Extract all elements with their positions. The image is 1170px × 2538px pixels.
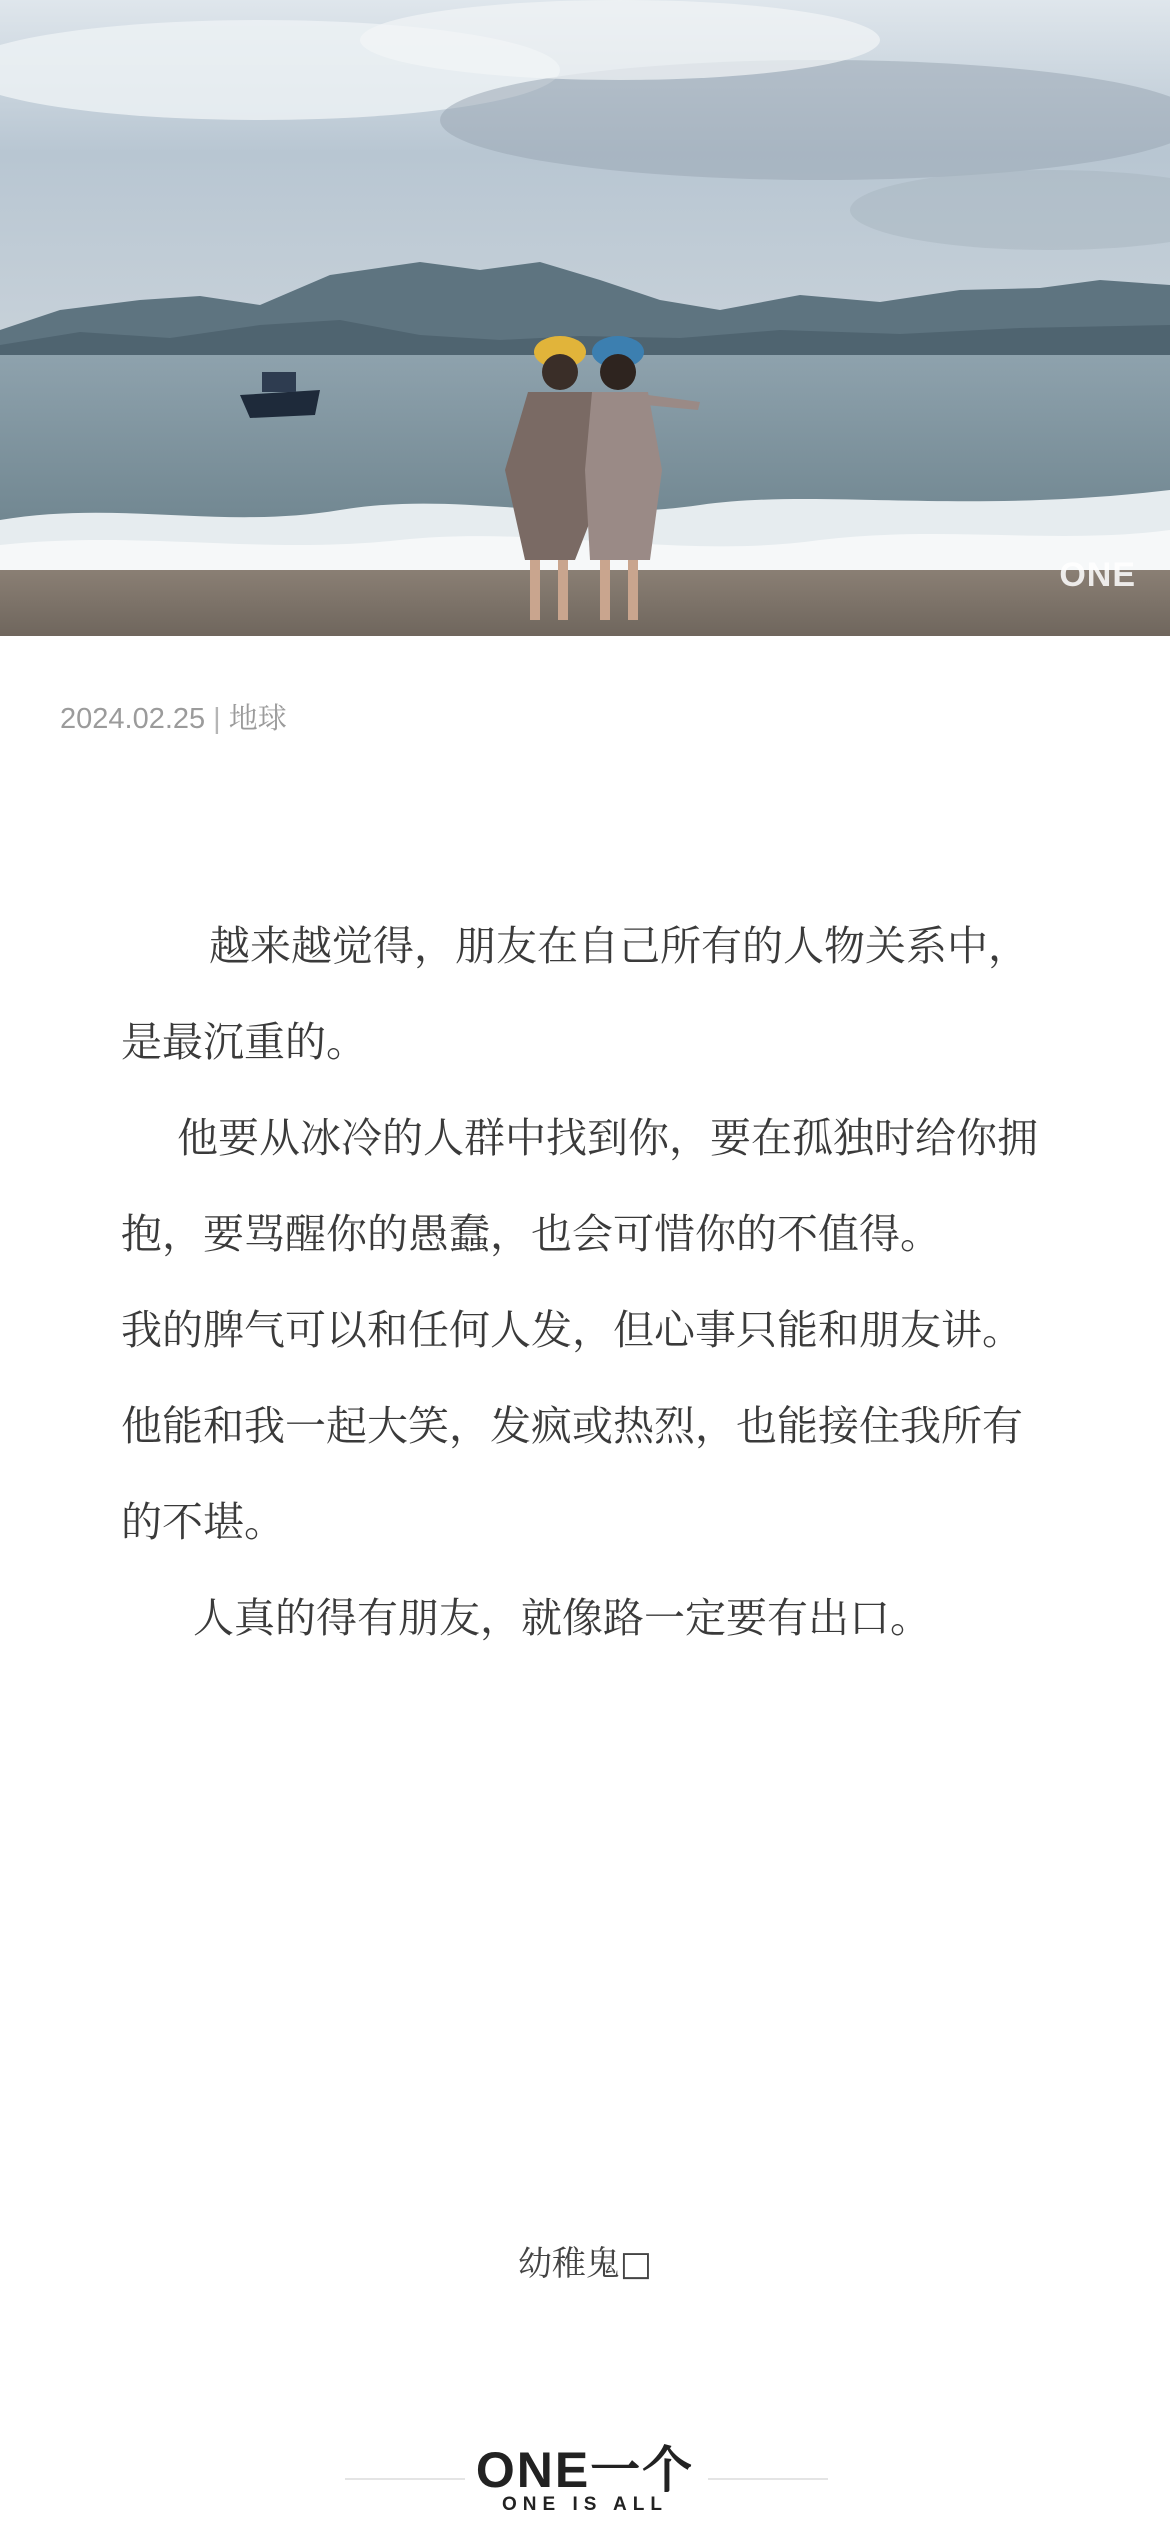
beach-scene [0, 0, 1170, 636]
brand-tagline: ONE IS ALL [502, 2494, 668, 2515]
author-name: 幼稚鬼□ [517, 2244, 653, 2284]
article-body [121, 898, 1041, 1666]
article-paragraph: 人真的得有朋友，就像路一定要有出口。 [193, 1594, 931, 1642]
footer-brand [0, 2430, 1170, 2530]
post-location: 地球 [228, 703, 287, 735]
meta-line [60, 696, 287, 737]
article-paragraph: 他要从冰冷的人群中找到你，要在孤独时给你拥抱，要骂醒你的愚蠢，也会可惜你的不值得。 [121, 1114, 1038, 1258]
brand-logo: ONE一个 [475, 2442, 695, 2498]
meta-separator: | [213, 703, 221, 735]
article-paragraph: 我的脾气可以和任何人发，但心事只能和朋友讲。他能和我一起大笑，发疯或热烈，也能接住我所有的不堪。 [121, 1306, 1023, 1546]
watermark-logo: ONE [1059, 556, 1136, 594]
article-paragraph: 越来越觉得，朋友在自己所有的人物关系中，是最沉重的。 [121, 922, 1029, 1066]
post-date: 2024.02.25 [60, 703, 206, 735]
hero-photo [0, 0, 1170, 636]
